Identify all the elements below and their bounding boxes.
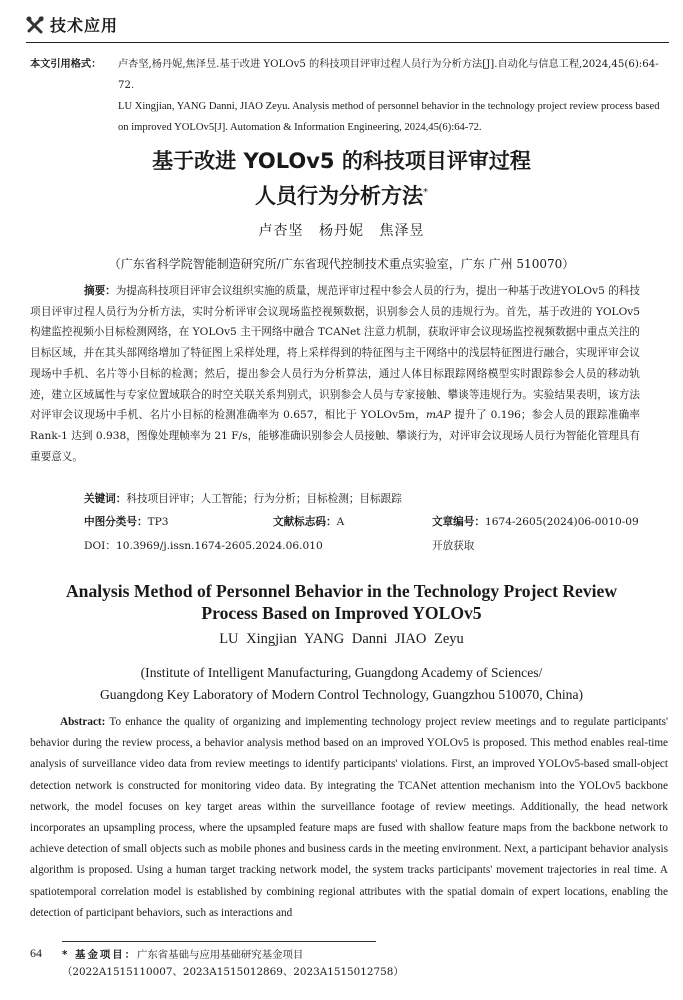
journal-header bbox=[26, 10, 669, 43]
footnote-divider bbox=[62, 941, 376, 942]
section-title: 技术应用 bbox=[50, 16, 119, 35]
clc-label: 中图分类号： bbox=[84, 516, 148, 528]
abstract-en bbox=[30, 712, 668, 924]
affiliation-cn: （广东省科学院智能制造研究所/广东省现代控制技术重点实验室，广东 广州 510070） bbox=[108, 257, 575, 271]
title-en bbox=[0, 580, 683, 624]
affiliation-en bbox=[0, 662, 683, 706]
abstract-cn bbox=[30, 281, 640, 467]
doc-code-value: A bbox=[336, 516, 345, 528]
article-no bbox=[432, 514, 639, 529]
abstract-cn-map-term: mAP bbox=[425, 409, 451, 422]
clc-value: TP3 bbox=[147, 516, 169, 528]
affiliation-en-line2: Guangdong Key Laboratory of Modern Control Technology, Guangzhou 510070, China) bbox=[99, 687, 584, 702]
doc-code bbox=[273, 514, 344, 529]
title-en-line1: Analysis Method of Personnel Behavior in the Technology Project Review bbox=[65, 581, 618, 601]
keywords-label: 关键词： bbox=[84, 493, 127, 505]
fund-text: 广东省基础与应用基础研究基金项目 bbox=[137, 949, 304, 961]
abstract-cn-text-1: 为提高科技项目评审会议组织实施的质量，规范评审过程中参会人员的行为，提出一种基于改进YOLOv5 的科技项目评审过程人员行为分析方法，实时分析评审会议现场监控视频数据，识别参会人员的违规行为。首先，基于改进的 YOLOv5 构建监控视频小目标检测网络，在 YOLOv5 主干网络中融合 TCANet 注意力机制，获取评审会议现场监控视频数据中重点关注的目标区域，并在其头部网络增加了特征图上采样处理，将上采样得到的特征图与主干网络中的浅层特征图进行融合，实现评审会议现场中手机、名片等小目标的检测；然后，提出参会人员行为分析算法，通过人体目标跟踪网络模型实时跟踪参会人员的移动轨迹，建立区域属性与专家位置域联合的时空关联关系判别式，识别参会人员与专家接触、攀谈等违规行为。实验结果表明，该方法对评审会议现场中手机、名片小目标的检测准确率为 0.657，相比于 YOLOv5m， bbox=[30, 285, 640, 422]
fund-footnote bbox=[62, 947, 462, 981]
keywords-value: 科技项目评审；人工智能；行为分析；目标检测；目标跟踪 bbox=[126, 493, 402, 505]
citation-label: 本文引用格式： bbox=[30, 59, 102, 70]
title-cn-line1: 基于改进 YOLOv5 的科技项目评审过程 bbox=[152, 149, 531, 173]
citation-en: LU Xingjian, YANG Danni, JIAO Zeyu. Analysis method of personnel behavior in the technology project review process based on improved YOLOv5[J]. Automation & Information Engineering, 2024,45(6):64-72. bbox=[118, 101, 660, 133]
citation-block bbox=[30, 54, 670, 138]
page-number: 64 bbox=[30, 946, 42, 960]
fund-numbers: （2022A1515110007、2023A1515012869、2023A1515012758） bbox=[62, 966, 404, 978]
keywords bbox=[84, 491, 402, 506]
fund-label: * 基金项目： bbox=[62, 949, 138, 961]
doi-value[interactable]: 10.3969/j.issn.1674-2605.2024.06.010 bbox=[115, 540, 323, 552]
open-access-label: 开放获取 bbox=[432, 540, 475, 552]
doc-code-label: 文献标志码： bbox=[273, 516, 337, 528]
open-access bbox=[432, 538, 474, 553]
abstract-cn-text-2: 提升了 0.196；参会人员的跟踪准确率 Rank-1 达到 0.938，图像处理帧率为 21 F/s，能够准确识别参会人员接触、攀谈行为，对评审会议现场人员行为智能化管理具有重要意义。 bbox=[30, 409, 640, 463]
title-cn-line2: 人员行为分析方法 bbox=[255, 184, 423, 208]
article-no-label: 文章编号： bbox=[432, 516, 485, 528]
doi-label: DOI： bbox=[84, 540, 116, 552]
title-footnote-mark: * bbox=[423, 187, 428, 198]
clc bbox=[84, 514, 169, 529]
article-no-value: 1674-2605(2024)06-0010-09 bbox=[484, 516, 639, 528]
title-en-line2: Process Based on Improved YOLOv5 bbox=[201, 603, 482, 623]
abstract-cn-label: 摘要： bbox=[84, 285, 116, 297]
doi bbox=[84, 538, 323, 553]
authors-cn: 卢杏坚 杨丹妮 焦泽昱 bbox=[258, 223, 425, 239]
crossed-tools-icon bbox=[26, 16, 44, 34]
affiliation-en-line1: (Institute of Intelligent Manufacturing, Guangdong Academy of Sciences/ bbox=[140, 665, 543, 680]
abstract-en-text: To enhance the quality of organizing and implementing technology project review meetings and to regulate participants' behavior during the review process, a behavior analysis method based on an improved YOLOv5 is proposed. This method enables real-time analysis of surveillance video data from review meetings to identify participants' violations. First, an improved YOLOv5-based small-object detection network is constructed for monitoring video data. By integrating the TCANet attention mechanism into the YOLOv5 backbone network, the model focuses on key target areas within the surveillance footage of review meetings. Additionally, the head network incorporates an upsampling process, where the upsampled feature maps are fused with shallow feature maps from the backbone network to achieve detection of small objects such as mobile phones and business cards in the meeting environment. Next, a participant behavior analysis algorithm is proposed. Using a human target tracking network model, the system tracks participants' movement trajectories in real time. A spatiotemporal correlation model is established by combining regional attributes with the spatial domain of expert locations, enabling the detection of participant behaviors, such as interactions and bbox=[30, 716, 668, 919]
abstract-en-label: Abstract: bbox=[60, 716, 106, 728]
title-cn bbox=[0, 146, 683, 212]
authors-en: LU Xingjian YANG Danni JIAO Zeyu bbox=[219, 631, 464, 647]
citation-cn: 卢杏坚,杨丹妮,焦泽昱.基于改进 YOLOv5 的科技项目评审过程人员行为分析方法[J].自动化与信息工程,2024,45(6):64-72. bbox=[118, 59, 659, 91]
